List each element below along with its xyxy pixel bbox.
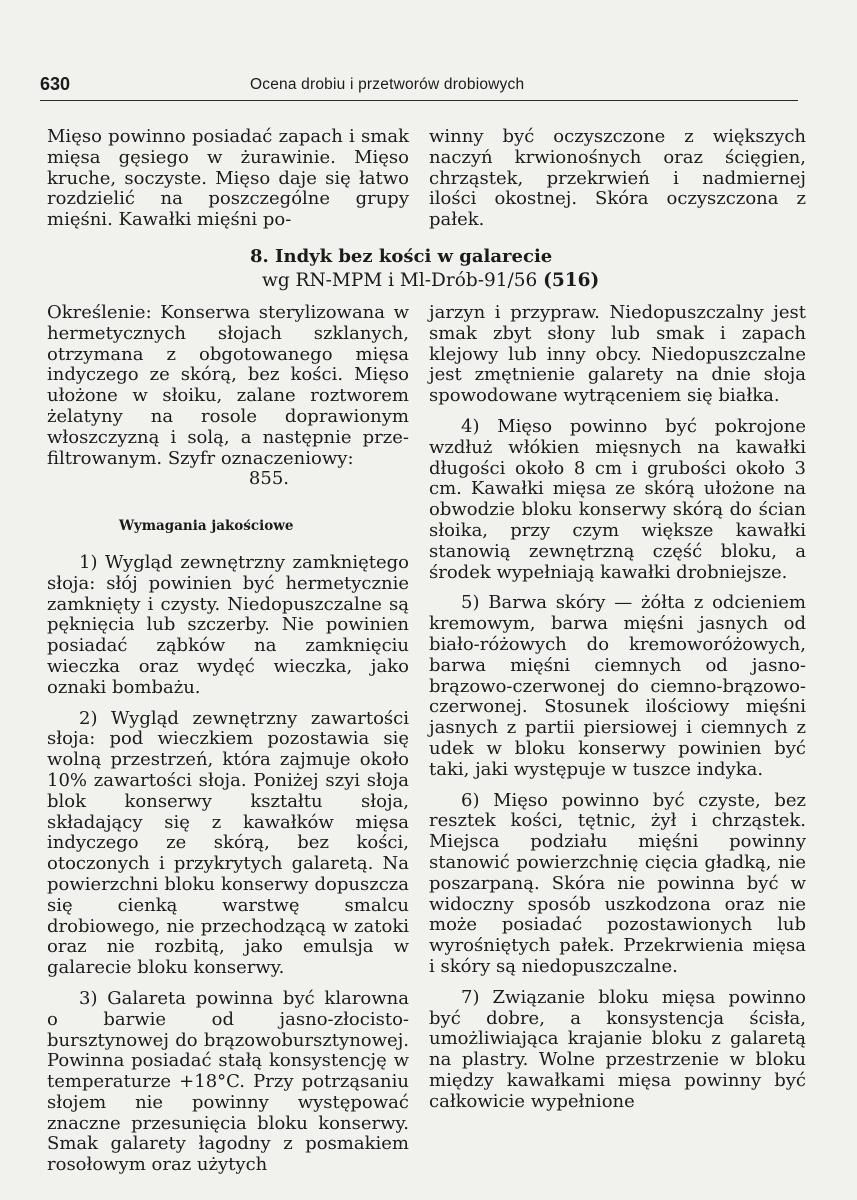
requirement-2: 2) Wygląd zewnętrzny zawartości słoja: pod wieczkiem pozostawia się wolną przestrzeń, która zajmuje około 10% zawartości słoja. Poniżej szyi słoja blok konserwy kształtu słoja, składający się z kawałków mięsa indyczego ze skórą, bez kości, otoczonych i przykrytych galaretą. Na powierzchni bloku konserwy dopuszcza się cienką warstwę smalcu drobiowego, nie przechodzącą w zatoki oraz nie rozbitą, jako emulsja w galarecie bloku konserwy. (47, 707, 409, 979)
page-number: 630 (40, 74, 71, 94)
requirement-1: 1) Wygląd zewnętrzny zamkniętego słoja: słój powinien być hermetycznie zamknięty i czysty. Niedopuszczalne są pęknięcia lub szczerby. Nie powinien posiadać ząbków na zamknięciu wieczka oraz wydęć wieczka, jako oznaki bombażu. (47, 551, 409, 698)
left-column (47, 303, 409, 1176)
paragraph-top-right: winny być oczyszczone z większych naczyń krwionośnych oraz ścięgien, chrząstek, przekrwień i nadmiernej ilości okostnej. Skóra oczyszczona z pałek. (429, 126, 806, 231)
requirement-3: 3) Galareta powinna być klarowna o barwie od jasno-złocisto-bursztynowej do brązowobursztynowej. Powinna posiadać stałą konsystencję w temperaturze +18°C. Przy potrząsaniu słojem nie powinny występować znaczne przesunięcia bloku konserwy. Smak galarety łagodny z posmakiem rosołowym oraz użytych (47, 987, 409, 1176)
section-subtitle (262, 270, 599, 291)
requirement-4: 4) Mięso powinno być pokrojone wzdłuż włókien mięsnych na kawałki długości około 8 cm i grubości około 3 cm. Kawałki mięsa ze skórą ułożone na obwodzie bloku konserwy skórą do ścian słoika, przy czym większe kawałki stanowią zewnętrzną część bloku, a środek wypełniają kawałki drobniejsze. (429, 415, 806, 583)
requirement-5: 5) Barwa skóry — żółta z odcieniem kremowym, barwa mięśni jasnych od biało-różowych do kremoworóżowych, barwa mięśni ciemnych od jasno-brązowo-czerwonej do ciemno-brązowo-czerwonej. Stosunek ilościowy mięśni jasnych z partii piersiowej i ciemnych z udek w bloku konserwy powinien być taki, jaki występuje w tuszce indyka. (429, 592, 806, 780)
running-title: Ocena drobiu i przetworów drobiowych (250, 76, 525, 93)
subheading-quality-requirements: Wymagania jakościowe (119, 518, 294, 535)
requirement-3-continued: jarzyn i przypraw. Niedopuszczalny jest smak zbyt słony lub smak i zapach klejowy lub inny obcy. Niedopuszczalne jest zmętnienie galarety na dnie słoja spowodowane wytrąceniem się białka. (429, 302, 806, 407)
page-header (40, 70, 798, 101)
section-subtitle-standard: wg RN-MPM i Ml-Drób-91/56 (262, 270, 538, 291)
section-subtitle-ref: (516) (543, 270, 600, 291)
right-column-top (429, 127, 806, 231)
definition-paragraph: Określenie: Konserwa sterylizowana w hermetycznych słojach szklanych, otrzymana z obgotowanego mięsa indyczego ze skórą, bez kości. Mięso ułożone w słoiku, zalane roztworem żelatyny na rosole doprawionym włoszczyzną i solą, a następnie prze-filtrowanym. Szyfr oznaczeniowy: (47, 302, 409, 469)
left-column-top (47, 127, 409, 231)
requirement-6: 6) Mięso powinno być czyste, bez resztek kości, tętnic, żył i chrząstek. Miejsca podziału mięśni powinny stanowić powierzchnię cięcia gładką, nie poszarpaną. Skóra nie powinna być w widoczny sposób uszkodzona oraz nie może posiadać pozostawionych lub wyrośniętych pałek. Przekrwienia mięsa i skóry są niedopuszczalne. (429, 789, 806, 977)
right-column (429, 303, 806, 1112)
paragraph-top-left: Mięso powinno posiadać zapach i smak mięsa gęsiego w żurawinie. Mięso kruche, soczyste. Mięso daje się łatwo rozdzielić na poszczególne grupy mięśni. Kawałki mięśni po- (47, 126, 409, 231)
section-title: 8. Indyk bez kości w galarecie (250, 246, 553, 267)
product-code: 855. (248, 468, 289, 490)
requirement-7: 7) Związanie bloku mięsa powinno być dobre, a konsystencja ścisła, umożliwiająca krajanie bloku z galaretą na plastry. Wolne przestrzenie w bloku między kawałkami mięsa powinny być całkowicie wypełnione (429, 986, 806, 1112)
